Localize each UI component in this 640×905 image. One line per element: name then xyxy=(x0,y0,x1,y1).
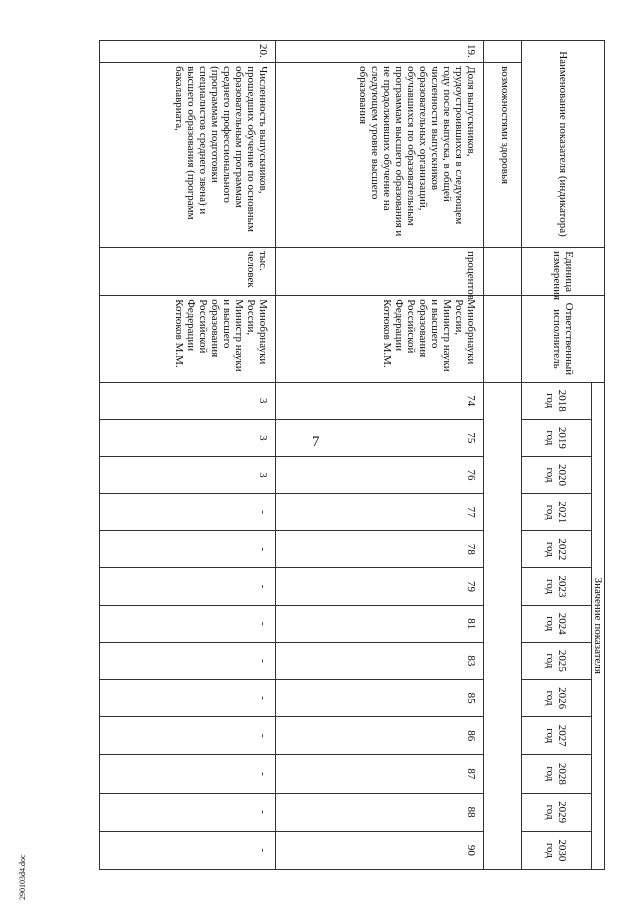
year-label: 2027 xyxy=(556,724,569,747)
value-cell: 75 xyxy=(276,419,484,456)
value-cell: - xyxy=(100,642,276,679)
year-header-2028 xyxy=(522,755,592,793)
table-row xyxy=(276,41,484,870)
year-label: 2030 xyxy=(556,839,569,862)
year-header-2027 xyxy=(522,717,592,755)
year-suffix: год xyxy=(544,579,557,595)
value-cell: 76 xyxy=(276,456,484,493)
value-cell: 83 xyxy=(276,642,484,679)
value-cell: - xyxy=(100,605,276,642)
year-header-2019 xyxy=(522,419,592,456)
year-suffix: год xyxy=(544,430,557,446)
year-label: 2022 xyxy=(556,538,569,561)
year-label: 2025 xyxy=(556,649,569,672)
row-responsible: Минобрнауки России, Министр науки и высшего образования Российской Федерации Котюков М.М. xyxy=(100,296,276,382)
value-cell: 79 xyxy=(276,568,484,605)
year-label: 2028 xyxy=(556,762,569,785)
row-number: 19. xyxy=(276,41,484,63)
header-unit-col: Единица измерения xyxy=(522,247,605,295)
continuation-text: возможностями здоровья xyxy=(484,63,522,248)
year-header-2025 xyxy=(522,642,592,679)
page-number: 7 xyxy=(312,434,320,450)
continuation-row xyxy=(484,41,522,870)
year-header-2024 xyxy=(522,605,592,642)
year-suffix: год xyxy=(544,541,557,557)
year-suffix: год xyxy=(544,804,557,820)
year-label: 2023 xyxy=(556,575,569,598)
year-label: 2021 xyxy=(556,501,569,524)
footer-file-code: 290103d4.doc xyxy=(18,854,27,900)
row-unit: процентов xyxy=(276,247,484,295)
value-cell: 85 xyxy=(276,679,484,716)
year-header-2021 xyxy=(522,494,592,531)
year-label: 2020 xyxy=(556,464,569,487)
year-label: 2018 xyxy=(556,389,569,412)
row-name: Доля выпускников, трудоустроившихся в следующем году после выпуска, в общей численности выпускников образовательных организаций, обучавшихся по образовательным программам высшего образования и не продолживших обучение на следующем уровне высшего образования xyxy=(276,63,484,248)
value-cell: - xyxy=(100,679,276,716)
year-suffix: год xyxy=(544,766,557,782)
year-suffix: год xyxy=(544,728,557,744)
year-label: 2024 xyxy=(556,612,569,635)
year-header-2018 xyxy=(522,382,592,419)
header-values-group: Значение показателя xyxy=(592,382,605,869)
value-cell: 3 xyxy=(100,382,276,419)
value-cell: - xyxy=(100,831,276,869)
rotated-table-page xyxy=(70,40,605,870)
year-suffix: год xyxy=(544,467,557,483)
header-name-col: Наименование показателя (индикатора) xyxy=(522,41,605,248)
year-header-2020 xyxy=(522,456,592,493)
year-suffix: год xyxy=(544,393,557,409)
value-cell: - xyxy=(100,755,276,793)
value-cell: 81 xyxy=(276,605,484,642)
year-suffix: год xyxy=(544,690,557,706)
indicator-table xyxy=(99,40,605,870)
year-header-2023 xyxy=(522,568,592,605)
value-cell: 78 xyxy=(276,531,484,568)
year-suffix: год xyxy=(544,616,557,632)
value-cell: 87 xyxy=(276,755,484,793)
value-cell: 3 xyxy=(100,456,276,493)
row-name: Численность выпускников, прошедших обучение по основным образовательным программам среднего профессионального (программам подготовки специалистов среднего звена) и высшего образования (программ бакалавриата, xyxy=(100,63,276,248)
row-responsible: Минобрнауки России, Министр науки и высшего образования Российской Федерации Котюков М.М. xyxy=(276,296,484,382)
year-suffix: год xyxy=(544,504,557,520)
year-header-2022 xyxy=(522,531,592,568)
value-cell: 88 xyxy=(276,793,484,831)
value-cell: - xyxy=(100,717,276,755)
year-header-2026 xyxy=(522,679,592,716)
value-cell: - xyxy=(100,793,276,831)
value-cell: 74 xyxy=(276,382,484,419)
value-cell: 77 xyxy=(276,494,484,531)
value-cell: - xyxy=(100,568,276,605)
year-suffix: год xyxy=(544,653,557,669)
table-row xyxy=(100,41,276,870)
value-cell: - xyxy=(100,531,276,568)
value-cell: - xyxy=(100,494,276,531)
value-cell: 86 xyxy=(276,717,484,755)
row-number: 20. xyxy=(100,41,276,63)
year-header-2030 xyxy=(522,831,592,869)
year-label: 2019 xyxy=(556,426,569,449)
year-label: 2026 xyxy=(556,687,569,710)
header-responsible-col: Ответственный исполнитель xyxy=(522,296,605,382)
value-cell: 90 xyxy=(276,831,484,869)
year-label: 2029 xyxy=(556,801,569,824)
year-header-2029 xyxy=(522,793,592,831)
year-suffix: год xyxy=(544,842,557,858)
row-unit: тыс. человек xyxy=(100,247,276,295)
value-cell: 3 xyxy=(100,419,276,456)
